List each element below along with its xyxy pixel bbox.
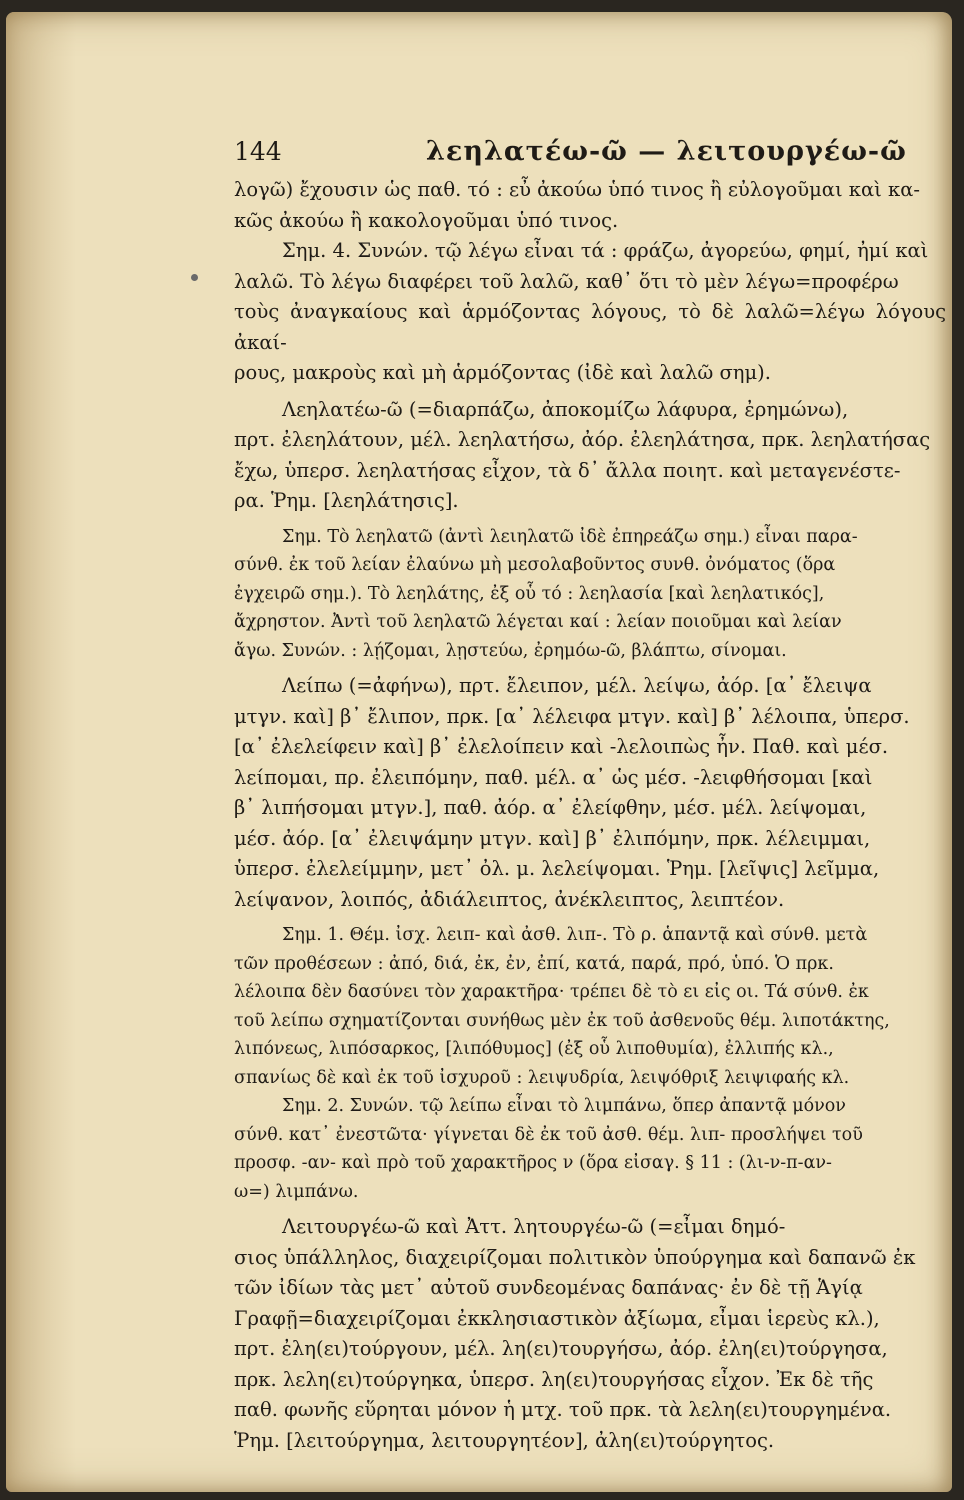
- note-line: τοῦ λείπω σχηματίζονται συνήθως μὲν ἐκ τοῦ ἀσθενοῦς θέμ. λιποτάκτης,: [234, 1010, 890, 1031]
- running-head: λεηλατέω-ῶ — λειτουργέω-ῶ: [426, 136, 907, 167]
- text-line: μέσ. ἀόρ. [α᾽ ἐλειψάμην μτγν. καὶ] β᾽ ἐλιπόμην, πρκ. λέλειμμαι,: [234, 826, 871, 850]
- margin-speck: [191, 274, 198, 281]
- note-line: ἄγω. Συνών. : λῄζομαι, λῃστεύω, ἐρημόω-ῶ, βλάπτω, σίνομαι.: [234, 640, 787, 661]
- page-number: 144: [234, 137, 282, 166]
- text-line: ἔχω, ὑπερσ. λεηλατήσας εἶχον, τὰ δ᾽ ἄλλα ποιητ. καὶ μεταγενέστε-: [234, 458, 901, 482]
- page-header: [234, 137, 946, 175]
- text-line: κῶς ἀκούω ἢ κακολογοῦμαι ὑπό τινος.: [234, 208, 619, 232]
- note-line: ἐγχειρῶ σημ.). Τὸ λεηλάτης, ἐξ οὗ τό : λεηλασία [καὶ λεηλατικός],: [234, 583, 825, 604]
- text-line: Ῥημ. [λειτούργημα, λειτουργητέον], ἀλη(ει)τούργητος.: [234, 1428, 775, 1452]
- text-line: λείψανον, λοιπός, ἀδιάλειπτος, ἀνέκλειπτος, λειπτέον.: [234, 887, 785, 911]
- note-line: προσφ. -αν- καὶ πρὸ τοῦ χαρακτῆρος ν (ὅρα εἰσαγ. § 11 : (λι-ν-π-αν-: [234, 1153, 832, 1173]
- text-line: μτγν. καὶ] β᾽ ἔλιπον, πρκ. [α᾽ λέλειφα μτγν. καὶ] β᾽ λέλοιπα, ὑπερσ.: [234, 704, 910, 728]
- note-line: Σημ. Τὸ λεηλατῶ (ἀντὶ λειηλατῶ ἰδὲ ἐπηρεάζω σημ.) εἶναι παρα-: [282, 526, 858, 547]
- text-line: λείπομαι, πρ. ἐλειπόμην, παθ. μέλ. α᾽ ὡς μέσ. -λειφθήσομαι [καὶ: [234, 765, 873, 789]
- text-line: πρτ. ἐλη(ει)τούργουν, μέλ. λη(ει)τουργήσω, ἀόρ. ἐλη(ει)τούργησα,: [234, 1337, 888, 1360]
- text-line: β᾽ λιπήσομαι μτγν.], παθ. ἀόρ. α᾽ ἐλείφθην, μέσ. μέλ. λείψομαι,: [234, 796, 867, 819]
- text-line: πρκ. λελη(ει)τούργηκα, ὑπερσ. λη(ει)τουργήσας εἶχον. Ἐκ δὲ τῆς: [234, 1367, 874, 1391]
- note-line: λιπόνεως, λιπόσαρκος, [λιπόθυμος] (ἐξ οὗ λιποθυμία), ἐλλιπής κλ.,: [234, 1039, 834, 1059]
- note-line: λέλοιπα δὲν δασύνει τὸν χαρακτῆρα· τρέπει δὲ τὸ ει εἰς οι. Τά σύνθ. ἐκ: [234, 982, 869, 1002]
- text-line: Σημ. 4. Συνών. τῷ λέγω εἶναι τά : φράζω, ἀγορεύω, φημί, ἠμί καὶ: [282, 239, 929, 262]
- text-line: σιος ὑπάλληλος, διαχειρίζομαι πολιτικὸν ὑπούργημα καὶ δαπανῶ ἐκ: [234, 1245, 916, 1269]
- text-line: λογῶ) ἔχουσιν ὡς παθ. τό : εὖ ἀκούω ὑπό τινος ἢ εὐλογοῦμαι καὶ κα-: [234, 178, 920, 201]
- note-line: σύνθ. ἐκ τοῦ λείαν ἐλαύνω μὴ μεσολαβοῦντος συνθ. ὀνόματος (ὅρα: [234, 555, 836, 575]
- entry-lemma-leipw: Λείπω (=ἀφήνω), πρτ. ἔλειπον, μέλ. λείψω, ἀόρ. [α᾽ ἔλειψα: [282, 674, 872, 697]
- entry-lemma-leitourgew: Λειτουργέω-ῶ καὶ Ἀττ. λητουργέω-ῶ (=εἶμαι δημό-: [282, 1215, 786, 1238]
- text-line: λαλῶ. Τὸ λέγω διαφέρει τοῦ λαλῶ, καθ᾽ ὅτι τὸ μὲν λέγω=προφέρω: [234, 269, 899, 293]
- note-line: σύνθ. κατ᾽ ἐνεστῶτα· γίγνεται δὲ ἐκ τοῦ ἀσθ. θέμ. λιπ- προσλήψει τοῦ: [234, 1124, 863, 1145]
- note-line: ἄχρηστον. Ἀντὶ τοῦ λεηλατῶ λέγεται καί : λείαν ποιοῦμαι καὶ λείαν: [234, 612, 842, 632]
- text-line: τοὺς ἀναγκαίους καὶ ἁρμόζοντας λόγους, τὸ δὲ λαλῶ=λέγω λόγους ἀκαί-: [234, 300, 946, 354]
- text-line: παθ. φωνῆς εὕρηται μόνον ἡ μτχ. τοῦ πρκ. τὰ λελη(ει)τουργημένα.: [234, 1398, 892, 1421]
- note-line: Σημ. 2. Συνών. τῷ λείπω εἶναι τὸ λιμπάνω, ὅπερ ἀπαντᾷ μόνον: [282, 1096, 846, 1116]
- note-line: Σημ. 1. Θέμ. ἰσχ. λειπ- καὶ ἀσθ. λιπ-. Τὸ ρ. ἁπαντᾷ καὶ σύνθ. μετὰ: [282, 925, 868, 945]
- text-line: [α᾽ ἐλελείφειν καὶ] β᾽ ἐλελοίπειν καὶ -λελοιπὼς ἦν. Παθ. καὶ μέσ.: [234, 735, 889, 758]
- text-line: Γραφῇ=διαχειρίζομαι ἐκκλησιαστικὸν ἀξίωμα, εἶμαι ἱερεὺς κλ.),: [234, 1306, 880, 1330]
- text-line: ρους, μακροὺς καὶ μὴ ἁρμόζοντας (ἰδὲ καὶ λαλῶ σημ).: [234, 361, 771, 384]
- text-line: ρα. Ῥημ. [λεηλάτησις].: [234, 489, 459, 512]
- book-page: [6, 12, 952, 1492]
- entry-lemma-leilatew: Λεηλατέω-ῶ (=διαρπάζω, ἀποκομίζω λάφυρα, ἐρημώνω),: [282, 397, 849, 421]
- note-line: σπανίως δὲ καὶ ἐκ τοῦ ἰσχυροῦ : λειψυδρία, λειψόθριξ λειψιφαής κλ.: [234, 1067, 850, 1088]
- note-line: ω=) λιμπάνω.: [234, 1181, 359, 1202]
- text-line: τῶν ἰδίων τὰς μετ᾽ αὐτοῦ συνδεομένας δαπάνας· ἐν δὲ τῇ Ἁγίᾳ: [234, 1276, 863, 1299]
- page-text: [234, 137, 946, 1456]
- text-line: ὑπερσ. ἐλελείμμην, μετ᾽ ὀλ. μ. λελείψομαι. Ῥημ. [λεῖψις] λεῖμμα,: [234, 857, 880, 880]
- text-line: πρτ. ἐλεηλάτουν, μέλ. λεηλατήσω, ἀόρ. ἐλεηλάτησα, πρκ. λεηλατήσας: [234, 428, 931, 451]
- note-line: τῶν προθέσεων : ἀπό, διά, ἐκ, ἐν, ἐπί, κατά, παρά, πρό, ὑπό. Ὁ πρκ.: [234, 953, 834, 974]
